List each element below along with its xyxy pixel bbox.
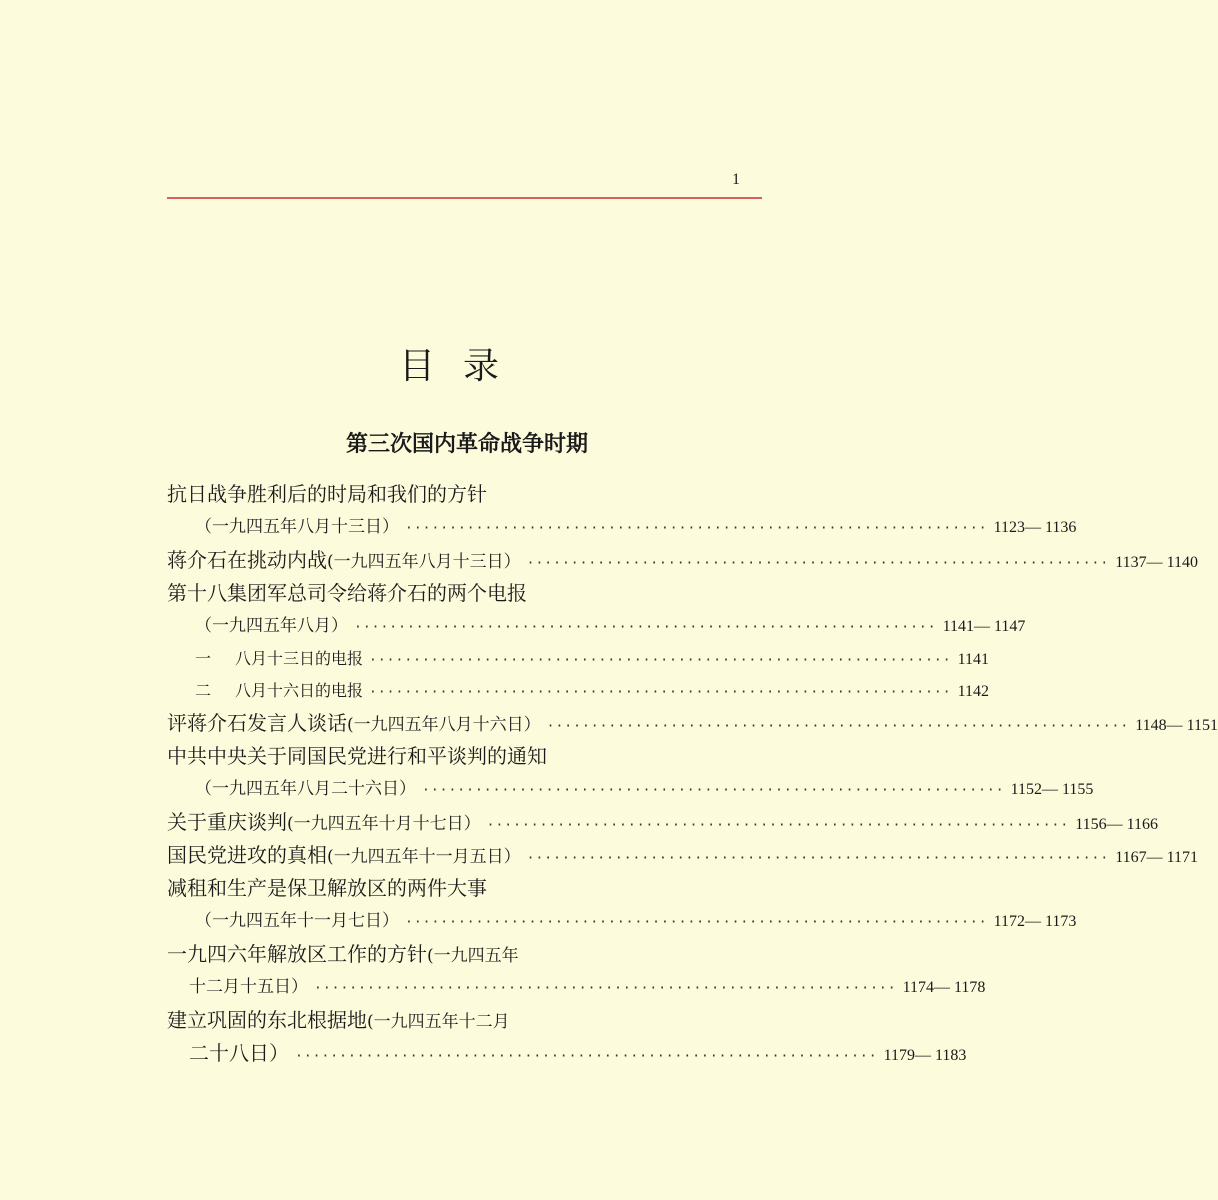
toc-entry-detail[interactable] (167, 511, 1077, 544)
toc-entry-pages: 1148— 1151 (1135, 717, 1218, 734)
toc-entry-pages: 1174— 1178 (902, 979, 986, 996)
toc-entry-date: (一九四五年八月十六日） (347, 715, 541, 735)
toc-entry-title[interactable] (167, 478, 764, 511)
toc-entry-title[interactable] (167, 872, 764, 905)
leader-dots: ·································································· (295, 1049, 878, 1064)
table-of-contents (167, 478, 1218, 1070)
toc-entry-date-start: (一九四五年 (427, 946, 519, 966)
toc-entry-title-text: 第十八集团军总司令给蒋介石的两个电报 (167, 581, 527, 605)
toc-entry-title-text: 抗日战争胜利后的时局和我们的方针 (167, 482, 487, 506)
leader-dots: ·································································· (526, 556, 1110, 571)
toc-entry-detail[interactable] (167, 971, 986, 1004)
toc-entry[interactable] (167, 544, 1199, 577)
toc-entry-pages: 1179— 1183 (883, 1047, 967, 1064)
toc-entry[interactable] (167, 839, 1199, 872)
toc-entry-pages: 1141— 1147 (942, 618, 1026, 635)
toc-entry-title[interactable] (167, 577, 764, 610)
leader-dots: ·································································· (405, 521, 988, 536)
toc-entry-pages: 1167— 1171 (1115, 849, 1199, 866)
header-rule (167, 197, 762, 199)
toc-entry-pages: 1123— 1136 (993, 519, 1077, 536)
toc-subentry[interactable] (167, 675, 989, 707)
page-number: 1 (732, 171, 740, 188)
toc-entry-date: （一九四五年十一月七日） (195, 911, 399, 931)
toc-entry-pages: 1137— 1140 (1115, 554, 1199, 571)
section-heading: 第三次国内革命战争时期 (345, 432, 588, 457)
subentry-label: 八月十六日的电报 (235, 681, 364, 700)
toc-entry-detail[interactable] (167, 610, 1026, 643)
toc-entry-title[interactable] (167, 740, 764, 773)
toc-entry-date: （一九四五年八月） (195, 616, 348, 636)
toc-entry-date-end: 二十八日） (189, 1041, 289, 1065)
page-title: 目录 (398, 346, 527, 387)
subentry-number: 一 (195, 649, 212, 668)
subentry-label: 八月十三日的电报 (235, 649, 364, 668)
subentry-number: 二 (195, 681, 212, 700)
subentry-pages: 1141 (957, 651, 989, 668)
toc-entry-pages: 1152— 1155 (1010, 781, 1094, 798)
toc-entry-detail[interactable] (167, 1037, 967, 1070)
toc-entry[interactable] (167, 707, 1218, 740)
toc-entry-date: (一九四五年十一月五日） (327, 847, 521, 867)
toc-entry-title-text: 关于重庆谈判 (167, 810, 287, 834)
toc-entry-title-text: 减租和生产是保卫解放区的两件大事 (167, 876, 487, 900)
leader-dots: ·································································· (486, 818, 1070, 833)
toc-entry-pages: 1156— 1166 (1075, 816, 1159, 833)
leader-dots: ·································································· (369, 653, 952, 668)
leader-dots: ·································································· (546, 719, 1130, 734)
leader-dots: ·································································· (314, 981, 897, 996)
leader-dots: ·································································· (526, 851, 1110, 866)
toc-entry-title-text: 国民党进攻的真相 (167, 843, 327, 867)
toc-entry-date-start: (一九四五年十二月 (367, 1012, 510, 1032)
toc-entry-title-text: 中共中央关于同国民党进行和平谈判的通知 (167, 744, 547, 768)
toc-entry-detail[interactable] (167, 773, 1094, 806)
leader-dots: ·································································· (354, 620, 937, 635)
subentry-pages: 1142 (957, 683, 989, 700)
toc-entry-title[interactable] (167, 1004, 764, 1037)
toc-subentry[interactable] (167, 643, 989, 675)
toc-entry-date: （一九四五年八月十三日） (195, 517, 399, 537)
toc-entry-date: (一九四五年八月十三日） (327, 552, 521, 572)
toc-entry-title-text: 建立巩固的东北根据地 (167, 1008, 367, 1032)
toc-entry-date: (一九四五年十月十七日） (287, 814, 481, 834)
toc-entry-detail[interactable] (167, 905, 1077, 938)
toc-entry[interactable] (167, 806, 1159, 839)
toc-entry-title-text: 一九四六年解放区工作的方针 (167, 942, 427, 966)
toc-entry-title[interactable] (167, 938, 764, 971)
toc-entry-date: （一九四五年八月二十六日） (195, 779, 416, 799)
leader-dots: ·································································· (405, 915, 988, 930)
leader-dots: ·································································· (369, 685, 952, 700)
leader-dots: ·································································· (422, 783, 1005, 798)
toc-entry-date-end: 十二月十五日） (189, 977, 308, 997)
toc-entry-pages: 1172— 1173 (993, 913, 1077, 930)
toc-entry-title-text: 评蒋介石发言人谈话 (167, 711, 347, 735)
toc-entry-title-text: 蒋介石在挑动内战 (167, 548, 327, 572)
